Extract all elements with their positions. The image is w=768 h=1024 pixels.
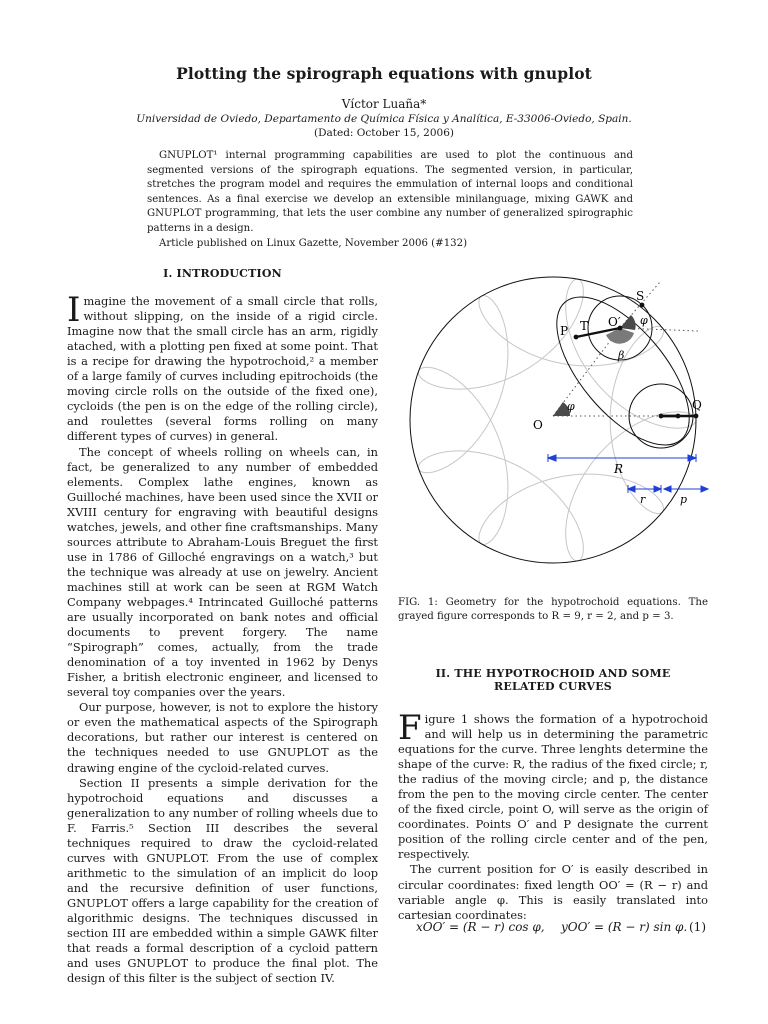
- label-beta: β: [618, 349, 625, 362]
- equation-1-number: (1): [689, 920, 706, 934]
- label-p-small: p: [680, 493, 688, 506]
- intro-paragraph-2: The concept of wheels rolling on wheels can, in fact, be generalized to any number of embedded elements. Complex lathe engines, known as Guilloché machines, have been used since the XVII or XVIII century for engraving with beautiful designs watches, jewels, and other fine craftsmanships. Many sources attribute to Abraham-Louis Breguet the first use in 1786 of Gilloché engravings on a watch,³ but the technique was already at use on jewelry. Ancient machines still at work can be seen at RGM Watch Company webpages.⁴ Intrincated Guilloché patterns are usually incorporated on bank notes and official documents to prevent forgery. The name “Spirograph” comes, actually, from the trade denomination of a toy invented in 1962 by Denys Fisher, a british electronic engineer, and licensed to several toy companies over the years.: [67, 444, 379, 700]
- label-q: Q: [692, 398, 702, 412]
- intro-paragraph-3: Our purpose, however, is not to explore the history or even the mathematical aspects of the Spirograph decorations, but rather our interest is centered on the techniques needed to use GNUPLOT as the drawing engine of the cycloid-related curves.: [67, 700, 378, 775]
- label-phi-oprime: φ: [640, 314, 648, 327]
- section-2-header: [398, 667, 708, 706]
- section-2-heading-line2: RELATED CURVES: [494, 680, 612, 693]
- hypotrochoid-trace: [418, 279, 696, 561]
- hypotrochoid-diagram: [398, 275, 710, 593]
- dropcap-f: F: [398, 708, 422, 748]
- point-q-center: [659, 414, 664, 419]
- section-2-heading: [398, 667, 708, 693]
- label-oprime: O′: [608, 315, 621, 329]
- left-column: [67, 266, 378, 986]
- label-r-big: R: [614, 462, 624, 476]
- label-phi-o: φ: [567, 400, 575, 413]
- dated-line: (Dated: October 15, 2006): [314, 127, 454, 139]
- point-q: [694, 414, 699, 419]
- point-p: [574, 335, 579, 340]
- paper-title: Plotting the spirograph equations with gnuplot: [176, 64, 592, 83]
- equation-1-left: xOO′ = (R − r) cos φ,: [416, 920, 545, 934]
- equation-1-right: yOO′ = (R − r) sin φ.: [561, 920, 688, 934]
- dropcap-i: I: [67, 290, 81, 331]
- publication-note: Article published on Linux Gazette, November 2006 (#132): [159, 237, 468, 249]
- sec2-paragraph-1-text: igure 1 shows the formation of a hypotrochoid and will help us in determining the parametric equations for the curve. Three lenghts determine the shape of the curve: R, the radius of the fixed circle; r, the radius of the moving circle; and p, the distance from the pen to the moving circle center. The center of the fixed circle, point O, will serve as the origin of coordinates. Points O′ and P designate the current position of the rolling circle center and of the pen, respectively.: [398, 712, 708, 862]
- point-q-inner: [676, 414, 681, 419]
- dimension-arrows: [548, 454, 708, 493]
- intro-paragraph-4: Section II presents a simple derivation for the hypotrochoid equations and discusses a generalization to any number of rolling wheels due to F. Farris.⁵ Section III describes the several techniques required to draw the cycloid-related curves with GNUPLOT. From the use of complex arithmetic to the simulation of an implicit do loop and the recursive definition of user functions, GNUPLOT offers a large capability for the creation of algorithmic designs. The techniques discussed in section III are embedded within a simple GAWK filter that reads a formal description of a cycloid pattern and uses GNUPLOT to produce the final plot. The design of this filter is the subject of section IV.: [67, 775, 378, 986]
- label-s: S: [636, 289, 645, 303]
- label-t: T: [580, 319, 589, 333]
- hypotrochoid-curve: [418, 279, 696, 561]
- label-r-small: r: [640, 493, 646, 506]
- section-2-heading-line1: II. THE HYPOTROCHOID AND SOME: [435, 667, 671, 680]
- sec2-paragraph-2: The current position for O′ is easily described in circular coordinates: fixed length OO′ = (R − r) and variable angle φ. This is easily translated into cartesian coordinates:: [398, 862, 708, 922]
- figure-1: [398, 275, 710, 593]
- abstract-text: GNUPLOT¹ internal programming capabilities are used to plot the continuous and segmented versions of the spirograph equations. The segmented version, in particular, stretches the program model and requires the emmulation of internal loops and conditional sentences. As a final exercise we develop an extensible minilanguage, mixing GAWK and GNUPLOT programming, that lets the user combine any number of generalized spirographic patterns in a design.: [147, 150, 633, 234]
- author-name: Víctor Luaña*: [341, 97, 427, 111]
- label-o: O: [533, 418, 543, 432]
- point-s: [640, 303, 645, 308]
- section-1-heading: I. INTRODUCTION: [163, 267, 282, 280]
- affiliation: Universidad de Oviedo, Departamento de Química Física y Analítica, E-33006-Oviedo, Spain.: [136, 113, 632, 125]
- sec2-paragraph-1: [398, 708, 708, 862]
- intro-paragraph-1-text: magine the movement of a small circle that rolls, without slipping, on the inside of a rigid circle. Imagine now that the small circle has an arm, rigidly atached, with a plotting pen fixed at some point. That is a recipe for drawing the hypotrochoid,² a member of a large family of curves including epitrochoids (the moving circle rolls on the outside of the fixed one), cycloids (the pen is on the edge of the rolling circle), and roulettes (several forms rolling on many different types of curves) in general.: [67, 294, 378, 444]
- intro-paragraph-1: [67, 290, 378, 444]
- fixed-circle: [410, 277, 696, 563]
- right-column-text: [398, 708, 708, 923]
- label-p: P: [560, 324, 569, 338]
- abstract: [147, 149, 633, 251]
- figure-caption: FIG. 1: Geometry for the hypotrochoid equations. The grayed figure corresponds to R = 9, r = 2, and p = 3.: [398, 597, 708, 623]
